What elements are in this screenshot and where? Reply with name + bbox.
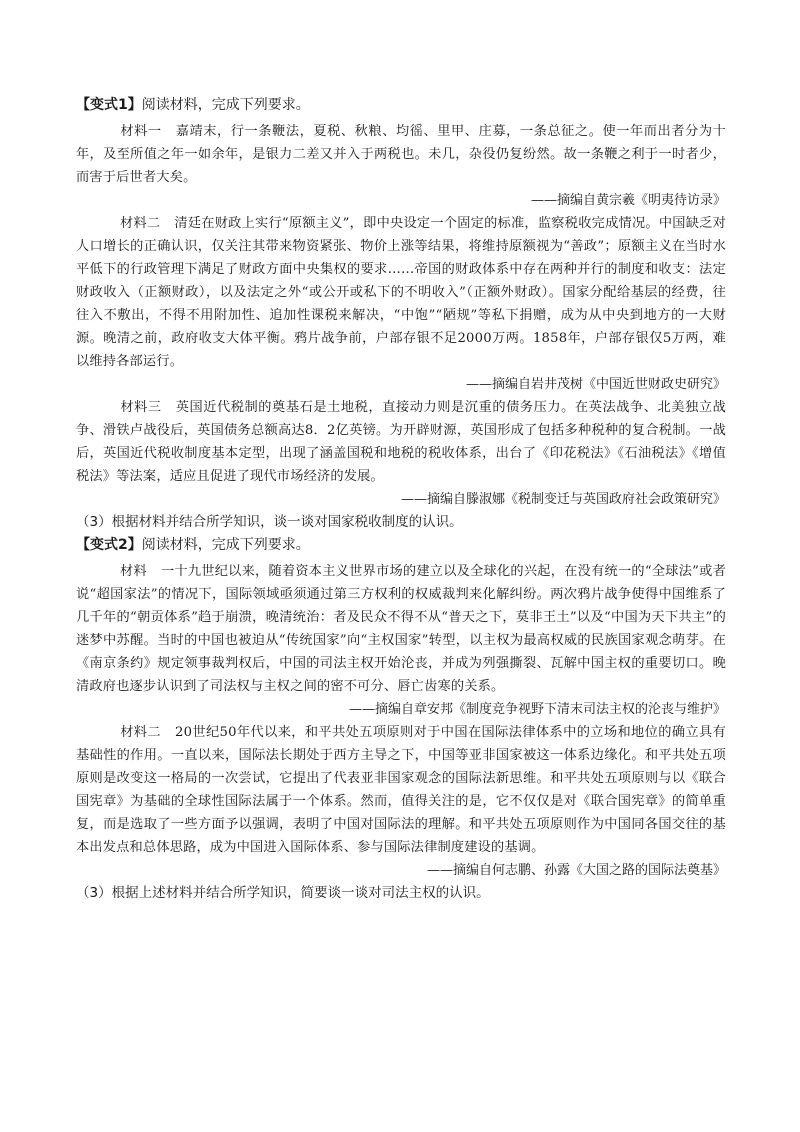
variant2-heading — [76, 534, 726, 556]
variant1-heading — [76, 94, 726, 116]
variant1-material-3 — [76, 396, 726, 488]
material-text: 嘉靖末，行一条鞭法，夏税、秋粮、均徭、里甲、庄募，一条总征之。使一年而出者分为十年，及至所值之年一如余年，是银力二差又并入于两税也。未几，杂役仍复纷然。故一条鞭之利于一时者少，而害于后世者大矣。 — [76, 124, 726, 185]
variant2-instruction: 阅读材料，完成下列要求。 — [141, 537, 310, 553]
material-text: 清廷在财政上实行“原额主义”，即中央设定一个固定的标准，监察税收完成情况。中国缺乏对人口增长的正确认识，仅关注其带来物资紧张、物价上涨等结果，将维持原额视为“善政”；原额主义在当时水平低下的行政管理下满足了财政方面中央集权的要求……帝国的财政体系中存在两种并行的制度和收支：法定财政收入（正额财政），以及法定之外“或公开或私下的不明收入”（正额外财政）。国家分配给基层的经费，往往入不敷出，不得不用附加性、追加性课税来解决，“中饱”“陋规”等私下捐赠，成为从中央到地方的一大财源。晚清之前，政府收支大体平衡。鸦片战争前，户部存银不足2000万两。1858年，户部存银仅5万两，难以维持各部运行。 — [76, 216, 726, 369]
variant1-material-2-source: ——摘编自岩井茂树《中国近世财政史研究》 — [465, 377, 726, 392]
variant2-tag: 【变式2】 — [76, 537, 142, 553]
variant2-question: （3）根据上述材料并结合所学知识，简要谈一谈对司法主权的认识。 — [76, 885, 490, 901]
variant2-material-1-source: ——摘编自章安邦《制度竞争视野下清末司法主权的沦丧与维护》 — [348, 702, 726, 717]
variant1-question: （3）根据材料并结合所学知识，谈一谈对国家税收制度的认识。 — [76, 514, 463, 530]
document-page — [76, 94, 726, 905]
material-text: 20世纪50年代以来，和平共处五项原则对于中国在国际法律体系中的立场和地位的确立具有基础性的作用。一直以来，国际法长期处于西方主导之下，中国等亚非国家被这一体系边缘化。和平共处五项原则是改变这一格局的一次尝试，它提出了代表亚非国家观念的国际法新思维。和平共处五项原则与以《联合国宪章》为基础的全球性国际法属于一个体系。然而，值得关注的是，它不仅仅是对《联合国宪章》的简单重复，而是选取了一些方面予以强调，表明了中国对国际法的理解。和平共处五项原则作为中国同各国交往的基本出发点和总体思路，成为中国进入国际体系、参与国际法律制度建设的基调。 — [76, 725, 726, 855]
material-label: 材料 — [120, 564, 147, 579]
material-label: 材料二 — [120, 725, 161, 740]
material-label: 材料二 — [120, 216, 161, 231]
variant1-material-1 — [76, 120, 726, 189]
variant2-material-2-source: ——摘编自何志鹏、孙露《大国之路的国际法奠基》 — [426, 863, 726, 878]
variant1-tag: 【变式1】 — [76, 97, 142, 113]
material-text: 一十九世纪以来，随着资本主义世界市场的建立以及全球化的兴起，在没有统一的“全球法”或者说“超国家法”的情况下，国际领域亟须通过第三方权利的权威裁判来化解纠纷。两次鸦片战争使得中国维系了几千年的“朝贡体系”趋于崩溃，晚清统治：者及民众不得不从“普天之下，莫非王土”以及“中国为天下共主”的迷梦中苏醒。当时的中国也被迫从“传统国家”向“主权国家”转型，以主权为最高权威的民族国家观念萌芽。在《南京条约》规定领事裁判权后，中国的司法主权开始沦丧，并成为列强撕裂、瓦解中国主权的重要切口。晚清政府也逐步认识到了司法权与主权之间的密不可分、唇亡齿寒的关系。 — [76, 564, 726, 694]
variant2-material-2 — [76, 721, 726, 859]
material-label: 材料一 — [120, 124, 162, 139]
variant2-material-1 — [76, 560, 726, 698]
material-text: 英国近代税制的奠基石是土地税，直接动力则是沉重的债务压力。在英法战争、北美独立战争、滑铁卢战役后，英国债务总额高达8．2亿英镑。为开辟财源，英国形成了包括多种税种的复合税制。一战后，英国近代税收制度基本定型，出现了涵盖国税和地税的税收体系，出台了《印花税法》《石油税法》《增值税法》等法案，适应且促进了现代市场经济的发展。 — [76, 400, 726, 484]
material-label: 材料三 — [120, 400, 162, 415]
variant1-material-2 — [76, 212, 726, 373]
variant1-material-3-source: ——摘编自滕淑娜《税制变迁与英国政府社会政策研究》 — [400, 492, 726, 507]
variant1-instruction: 阅读材料，完成下列要求。 — [141, 97, 310, 113]
variant1-material-1-source: ——摘编自黄宗羲《明夷待访录》 — [530, 193, 726, 208]
